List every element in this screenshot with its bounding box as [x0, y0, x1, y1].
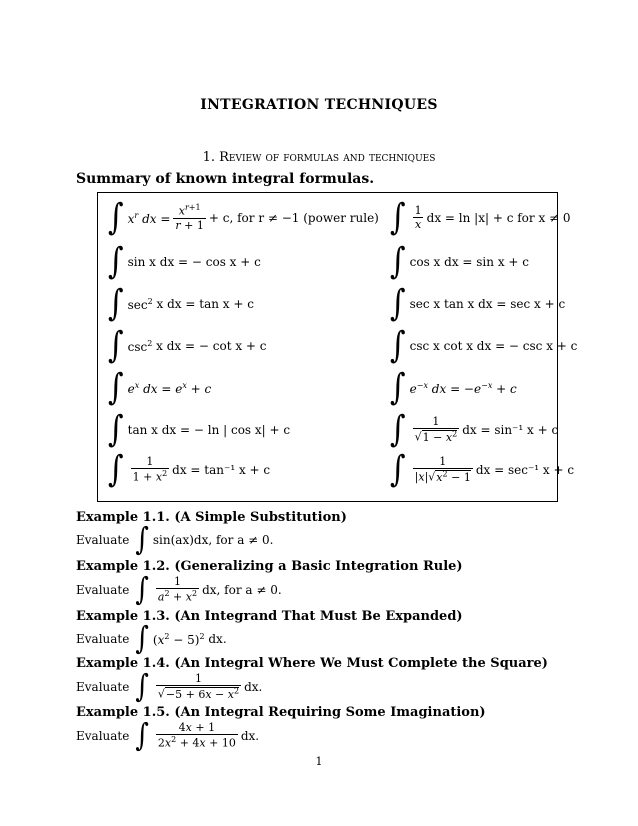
- formula-neg-exp: ∫ $e^{-x}$ dx = $-e^{-x} + c$: [390, 366, 517, 409]
- formula-cos: ∫ cos x dx = sin x + c: [390, 240, 529, 283]
- formula-csc-cot: ∫ csc x cot x dx = − csc x + c: [390, 324, 578, 367]
- formula-tan: ∫ tan x dx = − ln | cos x| + c: [108, 408, 291, 451]
- formula-sec-squared: ∫ $\sec^2$ x dx = tan x + c: [108, 282, 254, 325]
- page-title: INTEGRATION TECHNIQUES: [200, 97, 438, 113]
- example-1-4: Example 1.4. (An Integral Where We Must Complete the Square) Evaluate ∫ $\frac{1}{√-5 + 6x - x^2}$ dx.: [76, 656, 548, 705]
- formula-arcsec: ∫ $\frac{1}{|x|√x^2 - 1}$ dx = sec⁻¹ x + c: [390, 448, 575, 491]
- summary-heading: Summary of known integral formulas.: [76, 171, 375, 187]
- formula-sec-tan: ∫ sec x tan x dx = sec x + c: [390, 282, 566, 325]
- formula-power-rule: ∫ $x^r$ dx = $\frac{x^{r+1}}{r + 1}$ + c, for r ≠ −1 (power rule): [108, 196, 379, 239]
- formula-box: [97, 192, 578, 502]
- example-1-2: Example 1.2. (Generalizing a Basic Integration Rule) Evaluate ∫ $\frac{1}{a^2 + x^2}$ dx, for a ≠ 0.: [76, 559, 463, 608]
- formula-sin: ∫ sin x dx = − cos x + c: [108, 240, 261, 283]
- formula-csc-squared: ∫ $\csc^2$ x dx = − cot x + c: [108, 324, 267, 367]
- example-1-3: Example 1.3. (An Integrand That Must Be Expanded) Evaluate ∫ $(x^2 - 5)^2$ dx.: [76, 609, 463, 657]
- formula-arctan: ∫ $\frac{1}{1 + x^2}$ dx = tan⁻¹ x + c: [108, 448, 271, 491]
- formula-reciprocal: ∫ $\frac{1}{x}$ dx = ln |x| + c for x ≠ 0: [390, 196, 571, 239]
- example-1-1: Example 1.1. (A Simple Substitution) Evaluate ∫ sin(ax)dx, for a ≠ 0.: [76, 510, 347, 558]
- example-1-5: Example 1.5. (An Integral Requiring Some Imagination) Evaluate ∫ $\frac{4x + 1}{2x^2 + 4x + 10}$ dx.: [76, 705, 486, 754]
- formula-arcsin: ∫ $\frac{1}{√1 - x^2}$ dx = sin⁻¹ x + c: [390, 408, 559, 451]
- formula-exp: ∫ $e^x$ dx = $e^x + c$: [108, 366, 212, 409]
- section-heading: 1. Review of formulas and techniques: [202, 150, 436, 165]
- page-number: 1: [315, 755, 323, 768]
